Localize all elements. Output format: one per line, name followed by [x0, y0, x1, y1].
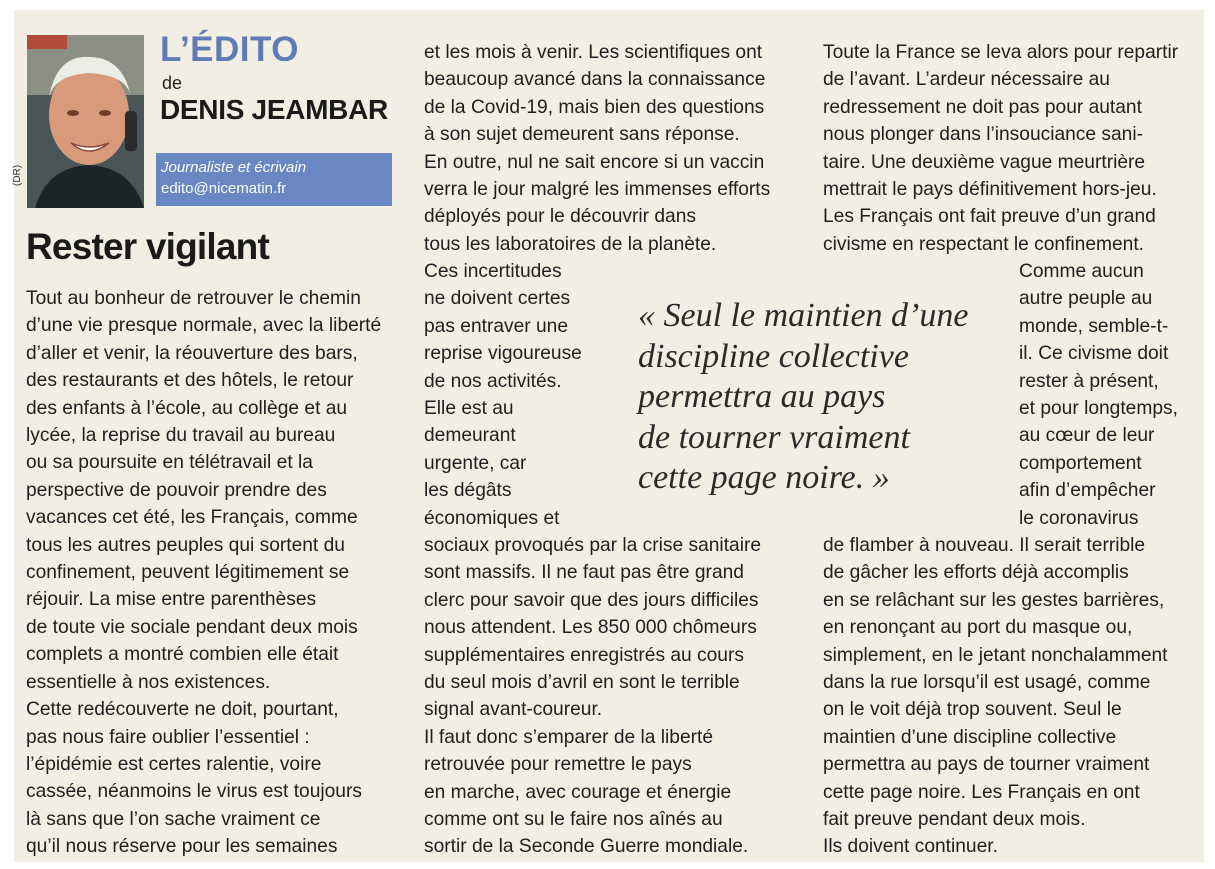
author-photo [27, 35, 144, 208]
author-role: Journaliste et écrivain [161, 159, 307, 176]
article-column-2-bottom: sociaux provoqués par la crise sanitaire sont massifs. Il ne faut pas être grand clerc pour savoir que des jours difficiles nous attendent. Les 850 000 chômeurs supplémentaires enregistrés au cours du seul mois d’avril en sont le terrible signal avant-coureur. Il faut donc s’emparer de la liberté retrouvée pour remettre le pays en marche, avec courage et énergie comme ont su le faire nos aînés au sortir de la Seconde Guerre mondiale. [424, 535, 762, 858]
article-column-3-narrow: Comme aucun autre peuple au monde, semble-t- il. Ce civisme doit rester à présent, et pour longtemps, au cœur de leur comportement afin d’empêcher le coronavirus [1019, 261, 1178, 529]
section-title: L’ÉDITO [160, 30, 299, 69]
article-headline: Rester vigilant [26, 226, 269, 267]
article-column-3-top: Toute la France se leva alors pour repartir de l’avant. L’ardeur nécessaire au redressement ne doit pas pour autant nous plonger dans l’insouciance sani- taire. Une deuxième vague meurtrière mettrait le pays définitivement hors-jeu. Les Français ont fait preuve d’un grand civisme en respectant le confinement. [823, 42, 1179, 255]
article-column-2-top: et les mois à venir. Les scientifiques ont beaucoup avancé dans la connaissance de la Covid-19, mais bien des questions à son sujet demeurent sans réponse. En outre, nul ne sait encore si un vaccin verra le jour malgré les immenses efforts déployés pour le découvrir dans tous les laboratoires de la planète. [424, 42, 771, 255]
byline-de: de [162, 73, 183, 93]
article-column-2-narrow: Ces incertitudes ne doivent certes pas entraver une reprise vigoureuse de nos activités. Elle est au demeurant urgente, car les dégâts économiques et [424, 261, 582, 529]
article-column-1: Tout au bonheur de retrouver le chemin d’une vie presque normale, avec la liberté d’aller et venir, la réouverture des bars, des restaurants et des hôtels, le retour des enfants à l’école, au collège et au lycée, la reprise du travail au bureau ou sa poursuite en télétravail et la perspective de pouvoir prendre des vacances cet été, les Français, comme tous les autres peuples qui sortent du confinement, peuvent légitimement se réjouir. La mise entre parenthèses de toute vie sociale pendant deux mois complets a montré combien elle était essentielle à nos existences. Cette redécouverte ne doit, pourtant, pas nous faire oublier l’essentiel : l’épidémie est certes ralentie, voire cassée, néanmoins le virus est toujours là sans que l’on sache vraiment ce qu’il nous réserve pour les semaines [26, 288, 382, 858]
editorial-page [14, 10, 1204, 862]
author-info-box [156, 153, 392, 206]
article-column-3-bottom: de flamber à nouveau. Il serait terrible de gâcher les efforts déjà accomplis en se relâchant sur les gestes barrières, en renonçant au port du masque ou, simplement, en le jetant nonchalamment dans la rue lorsqu’il est usagé, comme on le voit déjà trop souvent. Seul le maintien d’une discipline collective permettra au pays de tourner vraiment cette page noire. Les Français en ont fait preuve pendant deux mois. Ils doivent continuer. [823, 535, 1168, 858]
author-name: DENIS JEAMBAR [160, 94, 388, 125]
pull-quote: « Seul le maintien d’une discipline collective permettra au pays de tourner vraiment cette page noire. » [638, 297, 969, 496]
author-email: edito@nicematin.fr [161, 180, 287, 197]
author-portrait-image [27, 35, 144, 208]
photo-credit: (DR) [12, 164, 23, 186]
